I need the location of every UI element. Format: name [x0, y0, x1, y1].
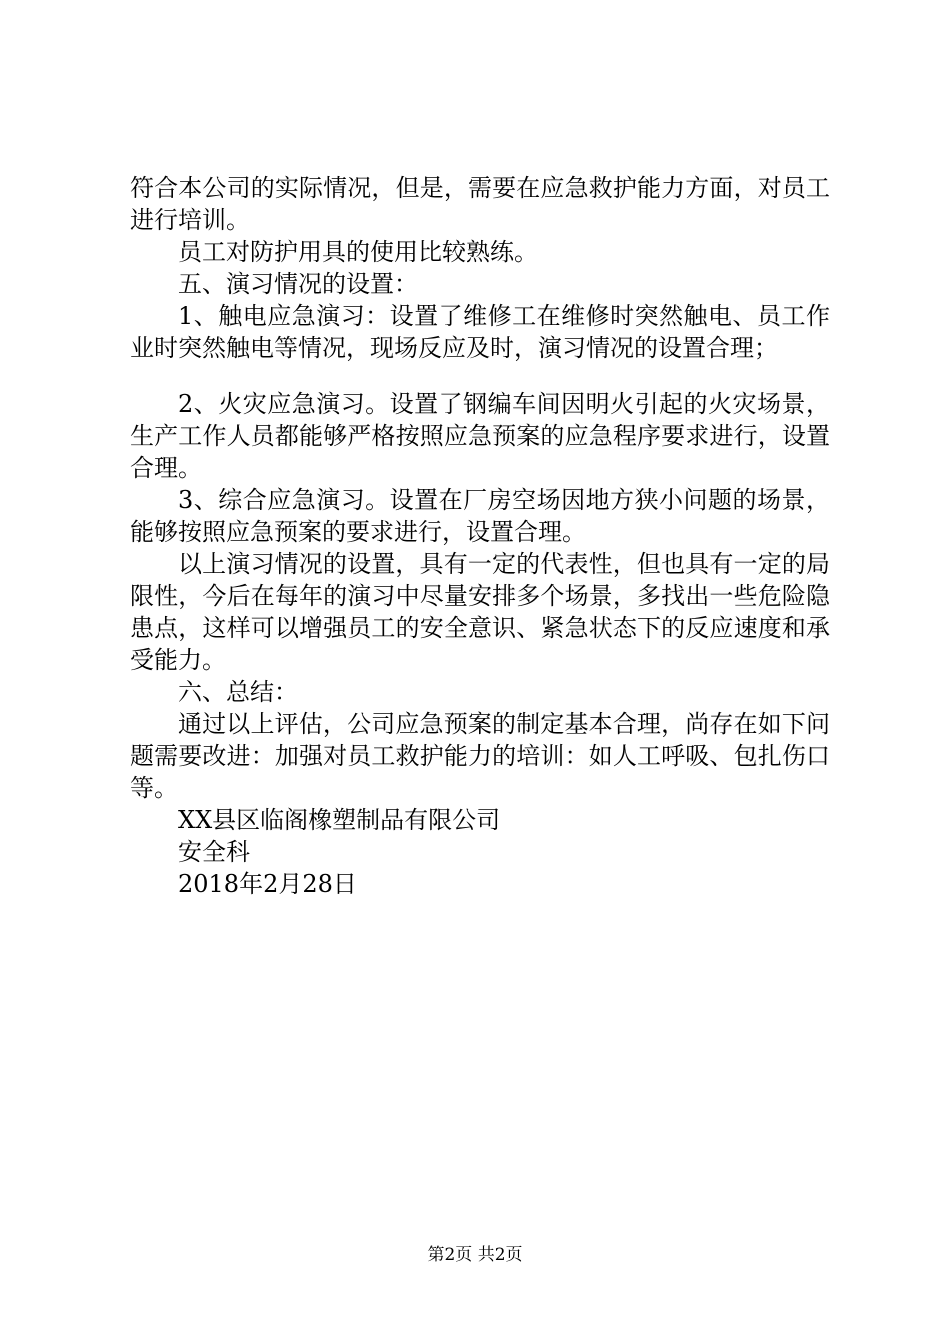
signature-department: 安全科: [178, 838, 250, 866]
paragraph-fire-drill: 2、火灾应急演习。设置了钢编车间因明火引起的火灾场景，生产工作人员都能够严格按照应急预案的应急程序要求进行，设置合理。: [130, 390, 830, 482]
paragraph-comprehensive-drill: 3、综合应急演习。设置在厂房空场因地方狭小问题的场景，能够按照应急预案的要求进行，设置合理。: [130, 486, 830, 546]
paragraph-protective-equipment: 员工对防护用具的使用比较熟练。: [178, 238, 538, 266]
section-heading-drill-setup: 五、演习情况的设置：: [178, 270, 418, 298]
paragraph-drill-assessment: 以上演习情况的设置，具有一定的代表性，但也具有一定的局限性，今后在每年的演习中尽量安排多个场景，多找出一些危险隐患点，这样可以增强员工的安全意识、紧急状态下的反应速度和承受能力。: [130, 550, 830, 674]
paragraph-continuation: 符合本公司的实际情况，但是，需要在应急救护能力方面，对员工进行培训。: [130, 174, 830, 234]
document-body: [130, 172, 830, 900]
paragraph-summary: 通过以上评估，公司应急预案的制定基本合理，尚存在如下问题需要改进：加强对员工救护能力的培训：如人工呼吸、包扎伤口等。: [130, 710, 830, 802]
section-heading-summary: 六、总结：: [178, 678, 298, 706]
paragraph-electric-shock-drill: 1、触电应急演习：设置了维修工在维修时突然触电、员工作业时突然触电等情况，现场反应及时，演习情况的设置合理；: [130, 302, 830, 362]
signature-company: XX县区临阁橡塑制品有限公司: [178, 806, 501, 834]
page-footer: 第2页 共2页: [427, 1245, 523, 1265]
signature-date: 2018年2月28日: [178, 870, 357, 898]
